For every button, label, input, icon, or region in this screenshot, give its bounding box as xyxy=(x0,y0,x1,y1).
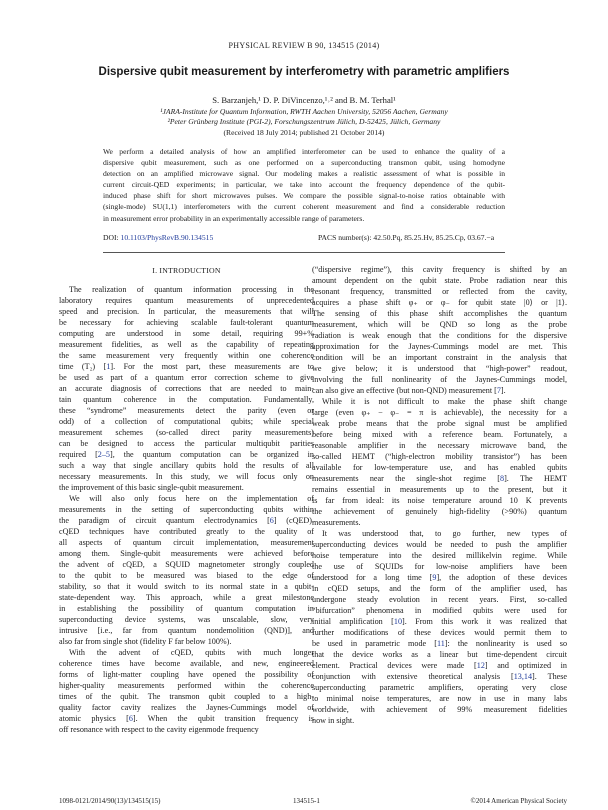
text-line: in establishing the possibility of quantum computation in xyxy=(59,604,314,613)
text-line: approximation for the Jaynes-Cummings model are met. This xyxy=(312,342,567,351)
text-line: now in sight. xyxy=(312,716,355,725)
text-line: is far from ideal: its noise temperature around 10 K prevents xyxy=(312,496,567,505)
abstract-line: induced phase shift for short microwaves pulses. We compare the possible signal-to-noise ratios obtainable with xyxy=(103,191,505,201)
text-line: element. Practical devices were made [12] and optimized in xyxy=(312,661,567,670)
text-line: also far from single shot (fidelity F far below 100%). xyxy=(59,637,232,646)
text-line: the same measurement very frequently within one coherence xyxy=(59,351,314,360)
text-line: such a way that single ancillary qubits hold the results of all xyxy=(59,461,314,470)
text-line: further modifications of these devices would permit them to xyxy=(312,628,567,637)
left-column xyxy=(59,264,314,735)
right-column xyxy=(312,264,567,726)
text-line: off resonance with respect to the cavity eigenmode frequency xyxy=(59,725,259,734)
text-line: intrusive [i.e., far from quantum nondemolition (QND)], and xyxy=(59,626,314,635)
text-line: remains essential in measurements up to the present, but it xyxy=(312,485,567,494)
doi-link[interactable]: 10.1103/PhysRevB.90.134515 xyxy=(120,233,214,242)
text-line: We will also only focus here on the implementation of xyxy=(69,494,314,503)
text-line: The realization of quantum information processing in the xyxy=(69,285,314,294)
text-line: With the advent of cQED, qubits with much longer xyxy=(69,648,314,657)
text-line: before being mixed with a reference beam. Fortunately, a xyxy=(312,430,567,439)
footer-copyright: ©2014 American Physical Society xyxy=(470,797,567,805)
text-line: necessary measurements. In this study, we will focus only on xyxy=(59,472,314,481)
text-line: superconducting device systems, was unscalable, slow, very xyxy=(59,615,314,624)
left-column-text xyxy=(59,284,314,735)
text-line: forms of light-matter coupling have opened the possibility of xyxy=(59,670,314,679)
abstract-line: in measurement error probability in an experimentally accessible range of parameters. xyxy=(103,213,365,223)
journal-header: PHYSICAL REVIEW B 90, 134515 (2014) xyxy=(228,41,380,50)
text-line: reasonable amplifier in the necessary microwave band, the xyxy=(312,441,567,450)
text-line: the advent of cQED, a SQUID magnetometer strongly coupled xyxy=(59,560,314,569)
abstract-line: current circuit-QED experiments; in particular, we take into account the frequency dependence of the qubit- xyxy=(103,180,505,190)
text-line: resonant frequency, transmitted or reflected from the cavity, xyxy=(312,287,567,296)
text-line: can also give an effective (but non-QND) measurement [7]. xyxy=(312,386,506,395)
text-line: It was understood that, to go further, new types of xyxy=(322,529,567,538)
text-line: that the device works as a linear but time-dependent circuit xyxy=(312,650,567,659)
doi-label: DOI: xyxy=(103,233,121,242)
text-line: condition will be an important constraint in the analysis that xyxy=(312,353,567,362)
text-line: quality factor cavity realizes the Jaynes-Cummings model of xyxy=(59,703,314,712)
text-line: measurement, which will be QND so long as the probe xyxy=(312,320,567,329)
received-published-dates: (Received 18 July 2014; published 21 October 2014) xyxy=(223,128,385,137)
text-line: among them. Single-qubit measurements were achieved before xyxy=(59,549,314,558)
text-line: measurements near the single-shot regime [8]. The HEMT xyxy=(312,474,567,483)
text-line: stability, so that it would switch to its normal state in a qubit- xyxy=(59,582,314,591)
text-line: The sensing of this phase shift accomplishes the quantum xyxy=(312,309,567,318)
text-line: to the qubit to be measured was biased to the edge of xyxy=(59,571,314,580)
text-line: While it is not difficult to make the phase shift change xyxy=(322,397,567,406)
abstract-line: dispersive qubit measurement, such as one performed on a superconducting transmon qubit, using homodyne xyxy=(103,158,505,168)
text-line: the achievement of genuinely high-fidelity (>90%) quantum xyxy=(312,507,567,516)
text-line: so-called HEMT (“high-electron mobility transistor”) has been xyxy=(312,452,567,461)
text-line: times of the qubit. The transmon qubit coupled to a high- xyxy=(59,692,314,701)
abstract-line: detection on an amplified microwave signal. Our modeling makes a realistic assessment of what is possible in xyxy=(103,169,505,179)
author-list: S. Barzanjeh,¹ D. P. DiVincenzo,¹˒² and B. M. Terhal¹ xyxy=(212,95,396,105)
text-line: coherence times have become available, and new, engineered xyxy=(59,659,314,668)
text-line: to minimal noise temperatures, are now in use in many labs xyxy=(312,694,567,703)
text-line: weak probe means that the probe signal must be amplified xyxy=(312,419,567,428)
affiliation-2: ²Peter Grünberg Institute (PGI-2), Forschungszentrum Jülich, D-52425, Jülich, Germany xyxy=(167,117,441,126)
text-line: measurements. xyxy=(312,518,361,527)
text-line: (“dispersive regime”), this cavity frequency is shifted by an xyxy=(312,265,567,274)
text-line: higher-quality measurements performed within the coherence xyxy=(59,681,314,690)
text-line: conjunction with extensive theoretical analysis [13,14]. These xyxy=(312,672,567,681)
text-line: required [2–5], the quantum computation can be organized in xyxy=(59,450,314,459)
text-line: all aspects of quantum circuit implementation, measurement xyxy=(59,538,314,547)
text-line: worldwide, with achievement of 99% measurement fidelities xyxy=(312,705,567,714)
text-line: state-dependent way. This approach, while a great milestone xyxy=(59,593,314,602)
text-line: the use of SQUIDs for low-noise amplifiers have been xyxy=(312,562,567,571)
text-line: the improvement of this basic single-qubit measurement. xyxy=(59,483,244,492)
footer-issn: 1098-0121/2014/90(13)/134515(15) xyxy=(59,797,161,805)
text-line: be used as part of a quantum error correction scheme to give xyxy=(59,373,314,382)
affiliation-1: ¹JARA-Institute for Quantum Information, RWTH Aachen University, 52056 Aachen, Germany xyxy=(160,107,448,116)
text-line: acquires a phase shift φ₊ or φ₋ for qubit state |0⟩ or |1⟩. xyxy=(312,298,567,307)
abstract xyxy=(103,146,505,224)
header-divider xyxy=(103,252,505,253)
text-line: large (even φ₊ − φ₋ = π is achievable), the necessity for a xyxy=(312,408,567,417)
text-line: amount dependent on the qubit state. Probe radiation near this xyxy=(312,276,567,285)
text-line: measurement schemes (so-called direct parity measurements) xyxy=(59,428,314,437)
right-column-text xyxy=(312,264,567,726)
footer-page-number: 134515-1 xyxy=(293,797,320,805)
text-line: noise temperature into the desired millikelvin regime. While xyxy=(312,551,567,560)
section-title-introduction: I. INTRODUCTION xyxy=(152,266,221,275)
text-line: “bifurcation” phenomena in modified qubits were used for xyxy=(312,606,567,615)
text-line: laboratory requires quantum measurements of unprecedented xyxy=(59,296,314,305)
paper-title: Dispersive qubit measurement by interferometry with parametric amplifiers xyxy=(98,66,510,78)
text-line: the paradigm of circuit quantum electrodynamics [6] (cQED). xyxy=(59,516,314,525)
text-line: can be designed to access the particular multiqubit parities xyxy=(59,439,314,448)
text-line: involving the full nonlinearity of the Jaynes-Cummings model, xyxy=(312,375,567,384)
text-line: these “syndrome” measurements detect the parity (even or xyxy=(59,406,314,415)
text-line: time (T₂) [1]. For the most part, these measurements are to xyxy=(59,362,314,371)
text-line: superconducting devices would be needed to push the amplifier xyxy=(312,540,567,549)
text-line: an accurate diagnosis of corrections that are needed to main- xyxy=(59,384,314,393)
text-line: be used in parametric mode [11]: the nonlinearity is used so xyxy=(312,639,567,648)
text-line: we give below; it is understood that “high-power” readout, xyxy=(312,364,567,373)
doi xyxy=(103,233,213,242)
abstract-line: (single-mode) SU(1,1) interferometers with the current coherent measurement and find a considerable reduction xyxy=(103,202,505,212)
text-line: undergone steady evolution in recent years. First, so-called xyxy=(312,595,567,604)
text-line: atomic physics [6]. When the qubit transition frequency is xyxy=(59,714,314,723)
text-line: measurement fidelities, as well as the capability of repeating xyxy=(59,340,314,349)
text-line: initial amplification [10]. From this work it was realized that xyxy=(312,617,567,626)
text-line: in cQED setups, and the form of the amplifier used, has xyxy=(312,584,567,593)
abstract-line: We perform a detailed analysis of how an amplified interferometer can be used to enhance the quality of a xyxy=(103,147,505,156)
text-line: cQED techniques have contributed greatly to the quality of xyxy=(59,527,314,536)
text-line: speed and precision. In particular, the measurements that will xyxy=(59,307,314,316)
text-line: be necessary for achieving scalable fault-tolerant quantum xyxy=(59,318,314,327)
text-line: tain quantum coherence in the computation. Fundamentally, xyxy=(59,395,314,404)
text-line: radiation is weak enough that the conditions for the dispersive xyxy=(312,331,567,340)
text-line: computing are understood in some detail, requiring 99+% xyxy=(59,329,314,338)
text-line: understood for a long time [9], the adoption of these devices xyxy=(312,573,567,582)
pacs-numbers: PACS number(s): 42.50.Pq, 85.25.Hv, 85.25.Cp, 03.67.−a xyxy=(318,233,495,242)
text-line: superconducting parametric amplifiers, operating very close xyxy=(312,683,567,692)
text-line: measurements in the setting of superconducting qubits within xyxy=(59,505,314,514)
text-line: odd) of a collection of computational qubits; while special xyxy=(59,417,314,426)
text-line: available for low-temperature use, and has enabled qubits xyxy=(312,463,567,472)
